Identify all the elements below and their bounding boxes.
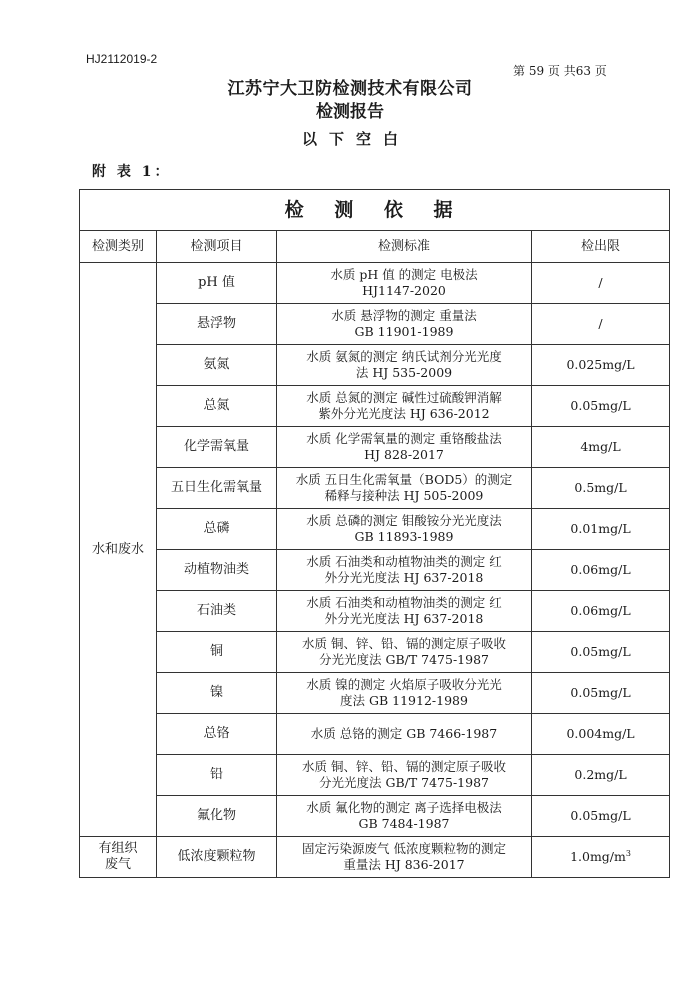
standard-cell [277, 427, 532, 468]
limit-value: 0.06mg/L [570, 562, 631, 577]
column-header-standard: 检测标准 [277, 231, 532, 263]
limit-value: 0.05mg/L [570, 644, 631, 659]
company-name: 江苏宁大卫防检测技术有限公司 [227, 79, 473, 99]
category-cell: 水和废水 [80, 263, 157, 837]
item-cell: 化学需氧量 [157, 427, 277, 468]
limit-cell [532, 755, 670, 796]
limit-cell [532, 714, 670, 755]
standard-line: 固定污染源废气 低浓度颗粒物的测定 [302, 841, 506, 856]
standard-line: 水质 化学需氧量的测定 重铬酸盐法 [306, 431, 502, 446]
table-row [80, 714, 670, 755]
category-line: 有组织 [98, 841, 138, 856]
standard-line: HJ1147-2020 [362, 283, 446, 298]
limit-cell [532, 345, 670, 386]
standard-line: 水质 氨氮的测定 纳氏试剂分光光度 [306, 349, 502, 364]
standard-line: 分光光度法 GB/T 7475-1987 [318, 652, 489, 667]
test-basis-table [79, 189, 670, 878]
standard-line: HJ 828-2017 [364, 447, 444, 462]
item-cell: 氨氮 [157, 345, 277, 386]
standard-line: 水质 氟化物的测定 离子选择电极法 [306, 800, 502, 815]
limit-value: 0.05mg/L [570, 808, 631, 823]
item-cell: 低浓度颗粒物 [157, 837, 277, 878]
category-line: 废气 [104, 857, 131, 872]
table-header-row [80, 231, 670, 263]
standard-line: 外分光光度法 HJ 637-2018 [324, 611, 484, 626]
item-cell: 总铬 [157, 714, 277, 755]
standard-cell [277, 755, 532, 796]
item-cell: 镍 [157, 673, 277, 714]
limit-cell [532, 509, 670, 550]
limit-value: 0.01mg/L [570, 521, 631, 536]
limit-value: 0.05mg/L [570, 685, 631, 700]
limit-cell [532, 632, 670, 673]
standard-line: 外分光光度法 HJ 637-2018 [324, 570, 484, 585]
limit-superscript: 3 [625, 848, 631, 858]
table-row [80, 263, 670, 304]
limit-cell [532, 837, 670, 878]
standard-line: 稀释与接种法 HJ 505-2009 [324, 488, 484, 503]
limit-cell [532, 263, 670, 304]
limit-cell [532, 796, 670, 837]
appendix-label: 附 表 1： [92, 164, 172, 180]
column-header-limit: 检出限 [532, 231, 670, 263]
standard-line: 水质 总氮的测定 碱性过硫酸钾消解 [306, 390, 502, 405]
limit-cell [532, 304, 670, 345]
standard-line: 水质 pH 值 的测定 电极法 [330, 267, 478, 282]
standard-line: GB 11893-1989 [354, 529, 454, 544]
standard-cell [277, 468, 532, 509]
standard-cell [277, 837, 532, 878]
item-cell: 悬浮物 [157, 304, 277, 345]
standard-cell [277, 345, 532, 386]
limit-cell [532, 386, 670, 427]
table-row [80, 591, 670, 632]
standard-cell [277, 673, 532, 714]
standard-cell [277, 714, 532, 755]
table-title: 检 测 依 据 [80, 190, 670, 231]
standard-line: GB 11901-1989 [354, 324, 454, 339]
item-cell: 动植物油类 [157, 550, 277, 591]
column-header-item: 检测项目 [157, 231, 277, 263]
limit-value: 0.05mg/L [570, 398, 631, 413]
page-number: 第 59 页 共63 页 [513, 64, 607, 78]
table-row [80, 304, 670, 345]
limit-value: 0.004mg/L [566, 726, 635, 741]
column-header-category: 检测类别 [80, 231, 157, 263]
blank-notice: 以下空白 [301, 130, 410, 148]
limit-cell [532, 550, 670, 591]
standard-line: 水质 五日生化需氧量（BOD5）的测定 [295, 472, 513, 487]
document-id: HJ2112019-2 [86, 52, 158, 66]
standard-line: 水质 铜、锌、铅、镉的测定原子吸收 [302, 636, 506, 651]
standard-cell [277, 632, 532, 673]
table-row [80, 837, 670, 878]
limit-value: 0.2mg/L [574, 767, 627, 782]
standard-line: 水质 总磷的测定 钼酸铵分光光度法 [306, 513, 502, 528]
item-cell: 氟化物 [157, 796, 277, 837]
standard-cell [277, 509, 532, 550]
limit-cell [532, 673, 670, 714]
standard-line: 水质 镍的测定 火焰原子吸收分光光 [306, 677, 502, 692]
standard-cell [277, 304, 532, 345]
item-cell: 铜 [157, 632, 277, 673]
standard-line: GB 7484-1987 [358, 816, 450, 831]
limit-value: / [598, 275, 603, 290]
item-cell: 铅 [157, 755, 277, 796]
standard-line: 水质 悬浮物的测定 重量法 [331, 308, 477, 323]
table-row [80, 468, 670, 509]
report-title: 检测报告 [316, 102, 384, 122]
table-row [80, 345, 670, 386]
limit-value: 0.5mg/L [574, 480, 627, 495]
table-row [80, 550, 670, 591]
item-cell: 总磷 [157, 509, 277, 550]
table-row [80, 796, 670, 837]
item-cell: 石油类 [157, 591, 277, 632]
limit-cell [532, 468, 670, 509]
standard-cell [277, 386, 532, 427]
table-title-row [80, 190, 670, 231]
limit-value: 1.0mg/m [570, 849, 626, 864]
limit-value: 4mg/L [580, 439, 621, 454]
standard-line: 紫外分光光度法 HJ 636-2012 [318, 406, 490, 421]
standard-line: 水质 铜、锌、铅、镉的测定原子吸收 [302, 759, 506, 774]
standard-line: 水质 石油类和动植物油类的测定 红 [306, 595, 502, 610]
standard-line: 度法 GB 11912-1989 [340, 693, 468, 708]
limit-value: 0.06mg/L [570, 603, 631, 618]
standard-line: 水质 石油类和动植物油类的测定 红 [306, 554, 502, 569]
item-cell: 五日生化需氧量 [157, 468, 277, 509]
table-row [80, 509, 670, 550]
standard-line: 重量法 HJ 836-2017 [343, 857, 465, 872]
table-row [80, 632, 670, 673]
table-row [80, 427, 670, 468]
standard-cell [277, 796, 532, 837]
limit-cell [532, 591, 670, 632]
standard-line: 水质 总铬的测定 GB 7466-1987 [310, 726, 498, 741]
standard-cell [277, 263, 532, 304]
table-row [80, 673, 670, 714]
item-cell: pH 值 [157, 263, 277, 304]
standard-cell [277, 591, 532, 632]
limit-value: / [598, 316, 603, 331]
limit-cell [532, 427, 670, 468]
item-cell: 总氮 [157, 386, 277, 427]
standard-line: 分光光度法 GB/T 7475-1987 [318, 775, 489, 790]
category-cell [80, 837, 157, 878]
table-row [80, 386, 670, 427]
table-row [80, 755, 670, 796]
standard-cell [277, 550, 532, 591]
standard-line: 法 HJ 535-2009 [355, 365, 453, 380]
limit-value: 0.025mg/L [566, 357, 635, 372]
